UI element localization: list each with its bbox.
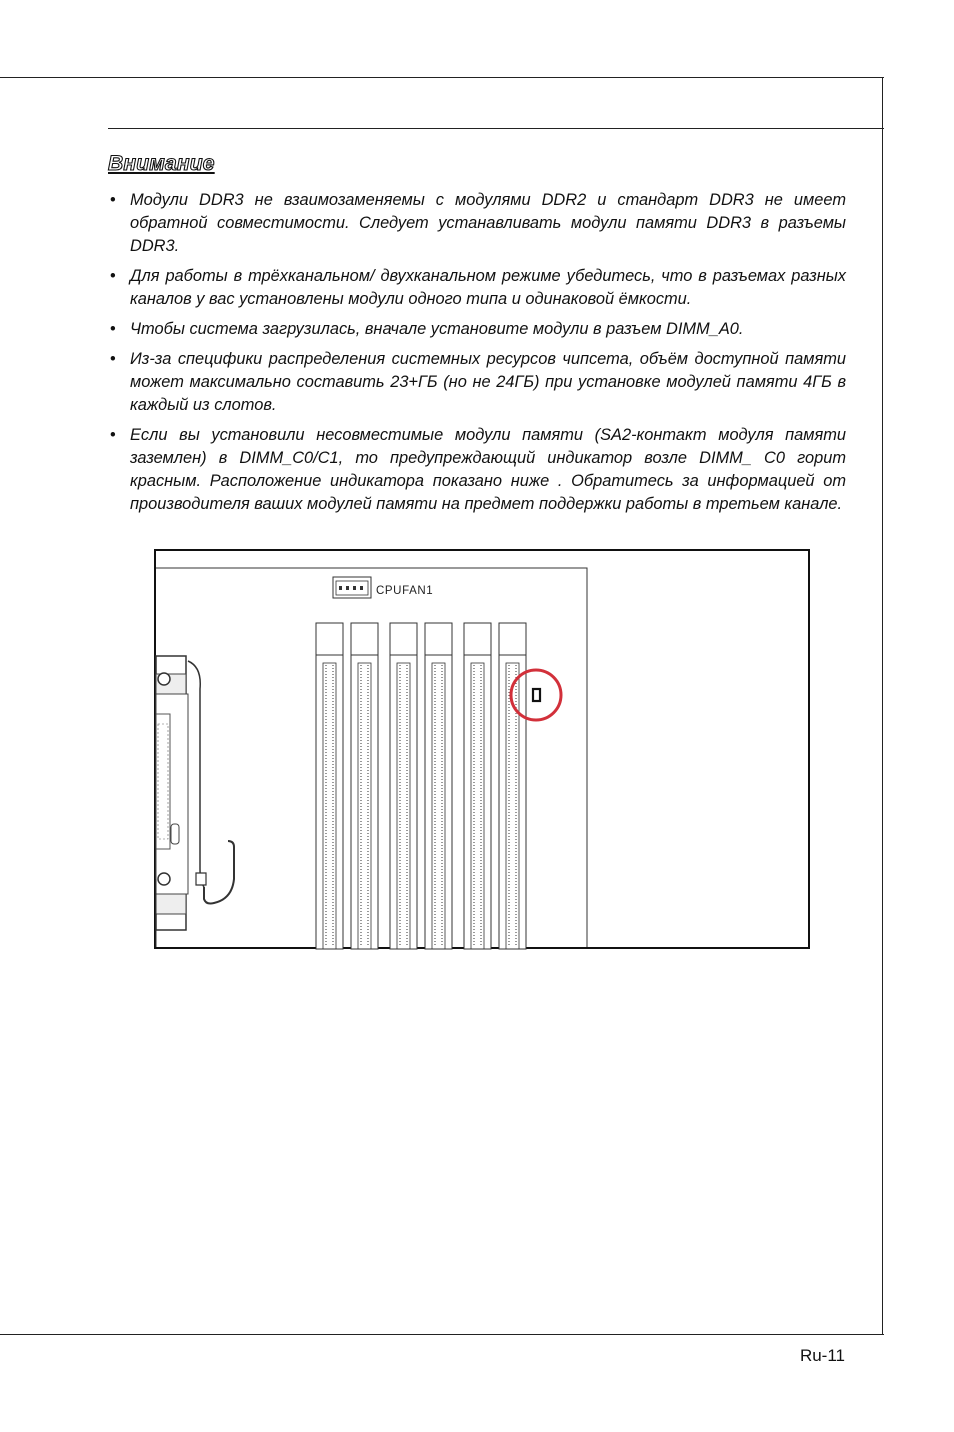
dimm-slot (425, 623, 452, 949)
note-item: • Если вы установили несовместимые модули памяти (SA2-контакт модуля памяти заземлен) в DIMM_C0/C1, то предупреждающий индикатор возле DIMM_ C0 горит красным. Расположение индикатора показано ниже . Обратитесь за информацией от производителя ваших модулей памяти на предмет поддержки работы в третьем канале. (108, 424, 846, 516)
attention-heading: Внимание (108, 152, 215, 175)
cpufan-label: CPUFAN1 (376, 585, 434, 597)
note-item: • Чтобы система загрузилась, вначале установите модули в разъем DIMM_A0. (108, 318, 846, 341)
section-rule (108, 128, 884, 129)
dimm-slot (351, 623, 378, 949)
note-item: • Из-за специфики распределения системных ресурсов чипсета, объём доступной памяти может максимально составить 23+ГБ (но не 24ГБ) при установке модулей памяти 4ГБ в каждый из слотов. (108, 348, 846, 417)
note-item: • Для работы в трёхканальном/ двухканальном режиме убедитесь, что в разъемах разных каналов у вас установлены модули одного типа и одинаковой ёмкости. (108, 265, 846, 311)
dimm-slot (316, 623, 343, 949)
dimm-slot (464, 623, 491, 949)
motherboard-dimm-diagram (154, 549, 811, 951)
bottom-rule (0, 1334, 884, 1335)
cpufan-header (333, 577, 371, 598)
top-rule (0, 77, 884, 78)
warning-led (533, 689, 540, 701)
right-rule (882, 77, 883, 1335)
page-number: Ru-11 (799, 1346, 845, 1365)
dimm-slot (499, 623, 526, 949)
notes-list (108, 189, 846, 523)
dimm-slot (390, 623, 417, 949)
note-item: • Модули DDR3 не взаимозаменяемы с модулями DDR2 и стандарт DDR3 не имеет обратной совместимости. Следует устанавливать модули памяти DDR3 в разъемы DDR3. (108, 189, 846, 258)
